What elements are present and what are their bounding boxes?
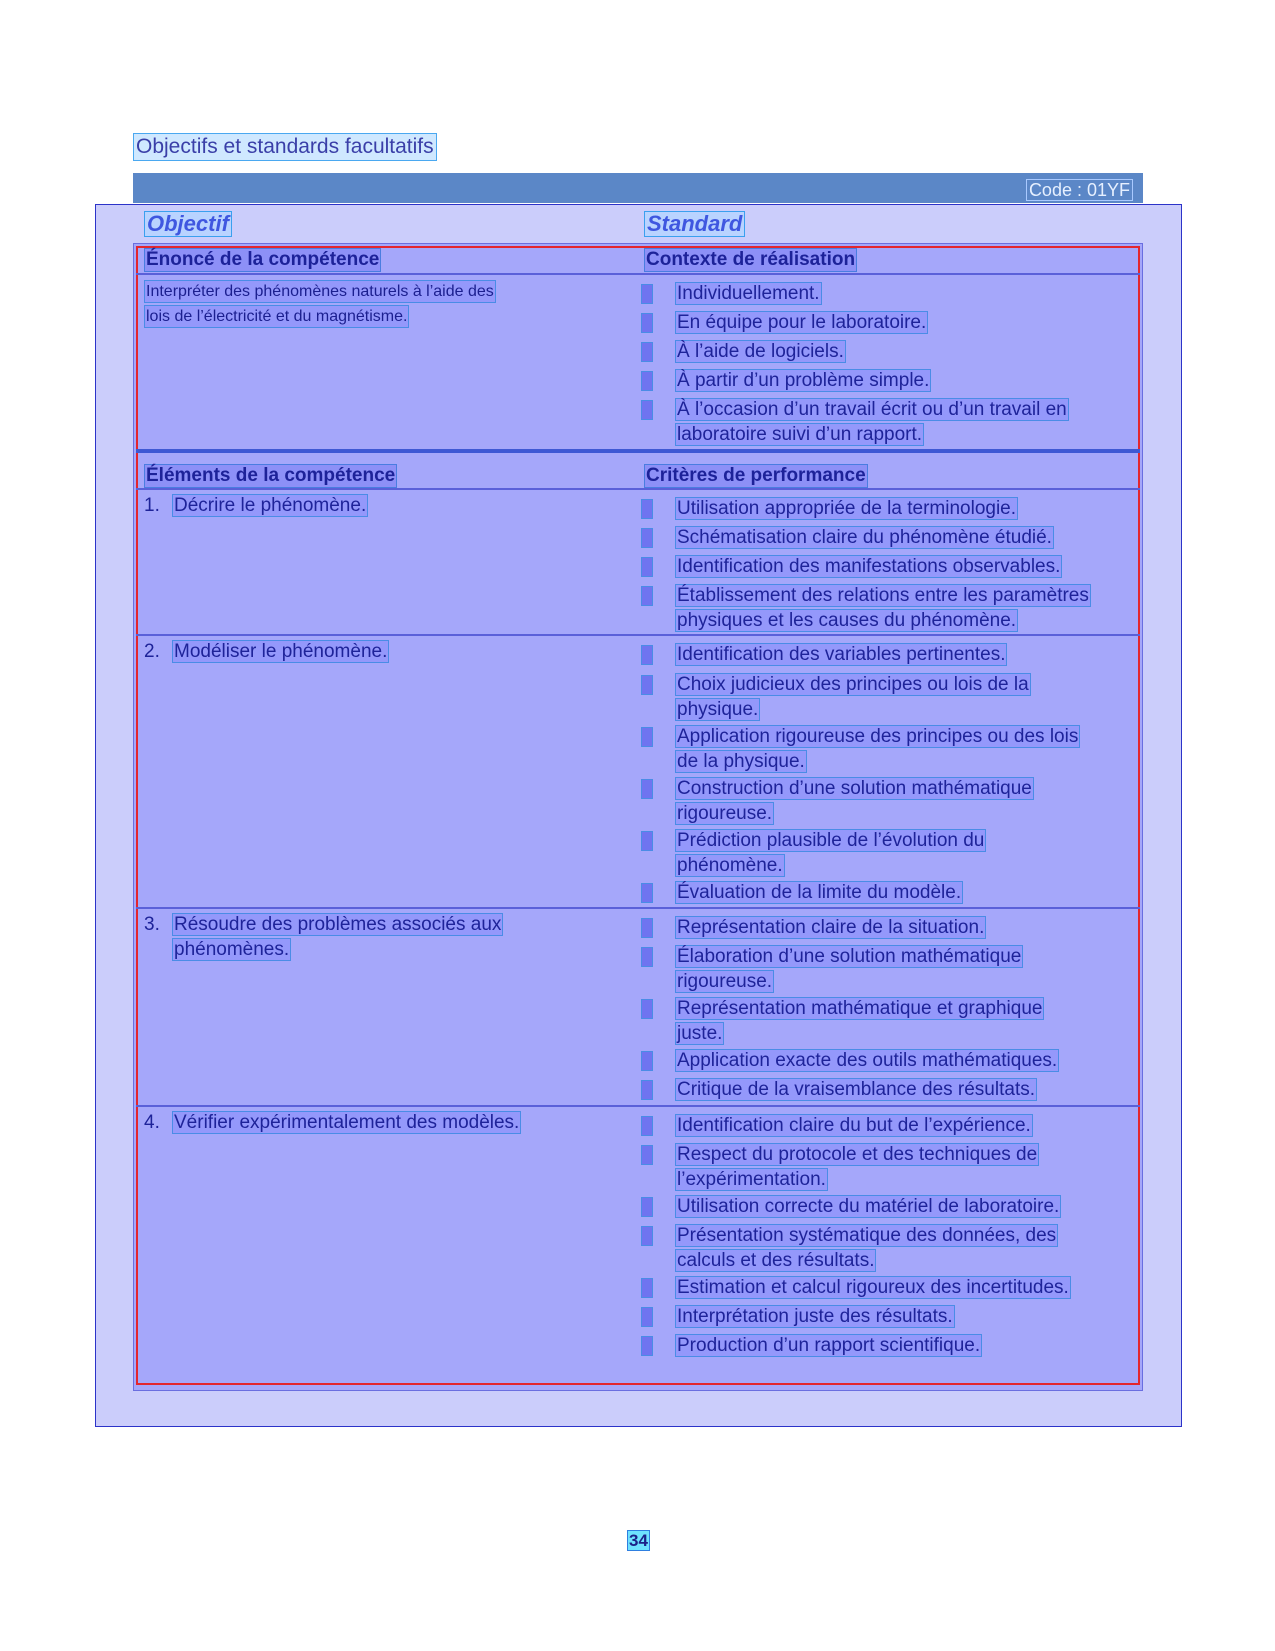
criterion-item	[648, 1114, 1128, 1139]
bullet-icon	[641, 831, 653, 851]
bullet-icon	[641, 1278, 653, 1298]
element-number: 4.	[144, 1112, 160, 1133]
row-divider	[136, 907, 1140, 909]
bullet-icon	[641, 1226, 653, 1246]
criterion-text: Identification des manifestations observables.	[677, 556, 1061, 577]
section-title: Objectifs et standards facultatifs	[133, 133, 437, 161]
criterion-item	[648, 1195, 1128, 1220]
bullet-icon	[641, 1336, 653, 1356]
criterion-text: Utilisation correcte du matériel de laboratoire.	[677, 1196, 1060, 1217]
criterion-item	[648, 829, 1128, 879]
code-bar	[133, 173, 1143, 203]
bullet-icon	[641, 1307, 653, 1327]
criterion-item	[648, 777, 1128, 827]
contexte-item-text: En équipe pour le laboratoire.	[677, 312, 927, 333]
contexte-item-text: laboratoire suivi d’un rapport.	[677, 424, 923, 445]
criterion-text: Critique de la vraisemblance des résultats.	[677, 1079, 1036, 1100]
element-number: 3.	[144, 914, 160, 935]
bullet-icon	[641, 342, 653, 362]
criterion-text: phénomène.	[677, 855, 783, 876]
criterion-item	[648, 673, 1128, 723]
bullet-icon	[641, 284, 653, 304]
bullet-icon	[641, 675, 653, 695]
elements-header: Éléments de la compétence	[146, 465, 396, 486]
bullet-icon	[641, 1080, 653, 1100]
criterion-item	[648, 1334, 1128, 1359]
bullet-icon	[641, 499, 653, 519]
element-text: Vérifier expérimentalement des modèles.	[174, 1112, 520, 1133]
criterion-text: Application exacte des outils mathématiques.	[677, 1050, 1058, 1071]
criterion-text: Établissement des relations entre les paramètres	[677, 585, 1089, 606]
contexte-item-text: Individuellement.	[677, 283, 820, 304]
criterion-text: rigoureuse.	[677, 971, 773, 992]
bullet-icon	[641, 947, 653, 967]
code-label: Code : 01YF	[1026, 179, 1133, 201]
criterion-text: Estimation et calcul rigoureux des incertitudes.	[677, 1277, 1069, 1298]
criterion-text: physique.	[677, 699, 759, 720]
bullet-icon	[641, 557, 653, 577]
criterion-text: juste.	[677, 1023, 723, 1044]
contexte-item-text: À l’occasion d’un travail écrit ou d’un travail en	[677, 399, 1067, 420]
criterion-item	[648, 945, 1128, 995]
criterion-text: Identification claire du but de l’expérience.	[677, 1115, 1031, 1136]
bullet-icon	[641, 918, 653, 938]
criterion-text: Représentation claire de la situation.	[677, 917, 985, 938]
element-text: Résoudre des problèmes associés aux	[174, 914, 502, 935]
bullet-icon	[641, 1197, 653, 1217]
bullet-icon	[641, 528, 653, 548]
element-1	[144, 494, 634, 519]
header-divider	[136, 273, 1140, 275]
criterion-item	[648, 1078, 1128, 1103]
bullet-icon	[641, 1145, 653, 1165]
criterion-text: Représentation mathématique et graphique	[677, 998, 1043, 1019]
contexte-item	[648, 311, 1128, 336]
bullet-icon	[641, 727, 653, 747]
criterion-text: Élaboration d’une solution mathématique	[677, 946, 1022, 967]
criterion-text: physiques et les causes du phénomène.	[677, 610, 1017, 631]
bullet-icon	[641, 883, 653, 903]
criterion-text: Utilisation appropriée de la terminologie.	[677, 498, 1017, 519]
row-divider	[136, 1105, 1140, 1107]
element-2	[144, 640, 634, 665]
bullet-icon	[641, 1051, 653, 1071]
bullet-icon	[641, 313, 653, 333]
enonce-line: lois de l’électricité et du magnétisme.	[144, 305, 409, 328]
section-divider	[136, 449, 1140, 453]
element-number: 1.	[144, 495, 160, 516]
contexte-item	[648, 282, 1128, 307]
bullet-icon	[641, 779, 653, 799]
page-number: 34	[629, 1531, 648, 1550]
bullet-icon	[641, 586, 653, 606]
criterion-item	[648, 916, 1128, 941]
criterion-item	[648, 526, 1128, 551]
criterion-text: calculs et des résultats.	[677, 1250, 875, 1271]
element-text: Décrire le phénomène.	[174, 495, 367, 516]
criterion-item	[648, 725, 1128, 775]
criterion-text: rigoureuse.	[677, 803, 773, 824]
criterion-item	[648, 1143, 1128, 1193]
element-number: 2.	[144, 641, 160, 662]
contexte-item	[648, 340, 1128, 365]
criterion-text: Interprétation juste des résultats.	[677, 1306, 953, 1327]
criterion-text: Schématisation claire du phénomène étudié.	[677, 527, 1052, 548]
criterion-text: Choix judicieux des principes ou lois de la	[677, 674, 1029, 695]
column-heading-standard: Standard	[644, 211, 745, 237]
header-divider	[136, 488, 1140, 490]
criterion-text: Prédiction plausible de l’évolution du	[677, 830, 985, 851]
contexte-item	[648, 398, 1128, 448]
criterion-item	[648, 497, 1128, 522]
criteres-header: Critères de performance	[646, 465, 866, 486]
element-3	[144, 913, 634, 963]
enonce-text	[144, 280, 634, 330]
criterion-item	[648, 1224, 1128, 1274]
enonce-line: Interpréter des phénomènes naturels à l’aide des	[144, 280, 496, 303]
bullet-icon	[641, 1116, 653, 1136]
criterion-text: de la physique.	[677, 751, 805, 772]
criterion-text: Construction d’une solution mathématique	[677, 778, 1032, 799]
criterion-text: Production d’un rapport scientifique.	[677, 1335, 981, 1356]
bullet-icon	[641, 645, 653, 665]
contexte-item-text: À partir d’un problème simple.	[677, 370, 930, 391]
contexte-item	[648, 369, 1128, 394]
criterion-text: Application rigoureuse des principes ou des lois	[677, 726, 1079, 747]
criterion-text: Présentation systématique des données, des	[677, 1225, 1057, 1246]
enonce-header: Énoncé de la compétence	[146, 249, 380, 270]
contexte-item-text: À l’aide de logiciels.	[677, 341, 844, 362]
bullet-icon	[641, 999, 653, 1019]
column-heading-objectif: Objectif	[144, 211, 232, 237]
criterion-text: Respect du protocole et des techniques de	[677, 1144, 1038, 1165]
criterion-item	[648, 555, 1128, 580]
criterion-item	[648, 997, 1128, 1047]
element-4	[144, 1111, 634, 1136]
element-text: Modéliser le phénomène.	[174, 641, 388, 662]
criterion-text: l’expérimentation.	[677, 1169, 826, 1190]
bullet-icon	[641, 371, 653, 391]
criterion-text: Identification des variables pertinentes.	[677, 644, 1006, 665]
contexte-header: Contexte de réalisation	[646, 249, 856, 270]
criterion-item	[648, 1049, 1128, 1074]
criterion-text: Évaluation de la limite du modèle.	[677, 882, 962, 903]
criterion-item	[648, 1305, 1128, 1330]
row-divider	[136, 634, 1140, 636]
element-text: phénomènes.	[174, 939, 290, 960]
criterion-item	[648, 1276, 1128, 1301]
criterion-item	[648, 643, 1128, 668]
criterion-item	[648, 881, 1128, 906]
bullet-icon	[641, 400, 653, 420]
criterion-item	[648, 584, 1128, 634]
